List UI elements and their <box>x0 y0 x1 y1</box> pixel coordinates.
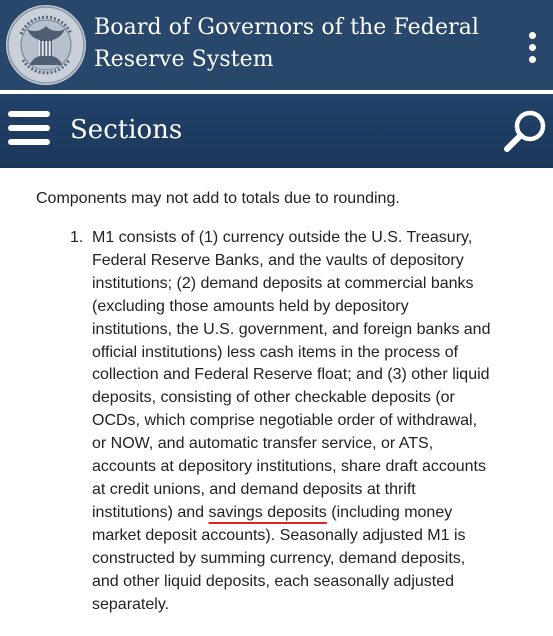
footnote-line: official institutions) less cash items in the process of <box>92 343 459 361</box>
footnote-text-segment: (including money <box>326 503 453 521</box>
footnote-text <box>92 227 536 616</box>
footnote-line: accounts at depository institutions, share draft accounts <box>92 458 486 476</box>
vertical-ellipsis-icon <box>529 44 536 51</box>
site-title[interactable] <box>94 12 494 76</box>
footnote-line: constructed by summing currency, demand deposits, <box>92 549 466 567</box>
vertical-ellipsis-icon <box>529 56 536 63</box>
site-header <box>0 0 553 90</box>
footnote-line: institutions; (2) demand deposits at commercial banks <box>92 274 474 292</box>
footnote-line: at credit unions, and demand deposits at thrift <box>92 480 416 498</box>
search-icon[interactable] <box>502 107 550 155</box>
footnote-line: (excluding those amounts held by depository <box>92 297 409 315</box>
federal-reserve-seal-icon[interactable] <box>5 4 87 86</box>
more-options-button[interactable] <box>520 28 546 68</box>
footnote-line: OCDs, which comprise negotiable order of withdrawal, <box>92 412 478 430</box>
footnote-line: deposits, consisting of other checkable deposits (or <box>92 389 455 407</box>
vertical-ellipsis-icon <box>529 32 536 39</box>
footnote-line: institutions, the U.S. government, and foreign banks and <box>92 320 491 338</box>
footnote-text-segment: institutions) and <box>92 503 209 521</box>
savings-deposits-highlight: savings deposits <box>208 503 327 521</box>
site-title-line-2[interactable]: Reserve System <box>94 47 274 72</box>
rounding-note: Components may not add to totals due to rounding. <box>36 190 400 207</box>
footnote-line: or NOW, and automatic transfer service, or ATS, <box>92 435 434 453</box>
footnote-line: M1 consists of (1) currency outside the U.S. Treasury, <box>92 229 473 246</box>
footnote-line: and other liquid deposits, each seasonally adjusted <box>92 572 455 590</box>
footnote-line: Federal Reserve Banks, and the vaults of depository <box>92 251 464 269</box>
site-title-line-1[interactable]: Board of Governors of the Federal <box>94 15 480 40</box>
footnote-number: 1. <box>70 229 84 246</box>
footnote-line: market deposit accounts). Seasonally adjusted M1 is <box>92 526 466 544</box>
footnote-line: separately. <box>92 595 170 613</box>
sections-bar <box>0 94 553 168</box>
footnote-line-with-highlight <box>92 502 536 525</box>
footnote-line: collection and Federal Reserve float; and (3) other liquid <box>92 366 490 384</box>
sections-menu-button[interactable]: Sections <box>70 115 183 145</box>
hamburger-menu-icon[interactable] <box>8 111 52 147</box>
